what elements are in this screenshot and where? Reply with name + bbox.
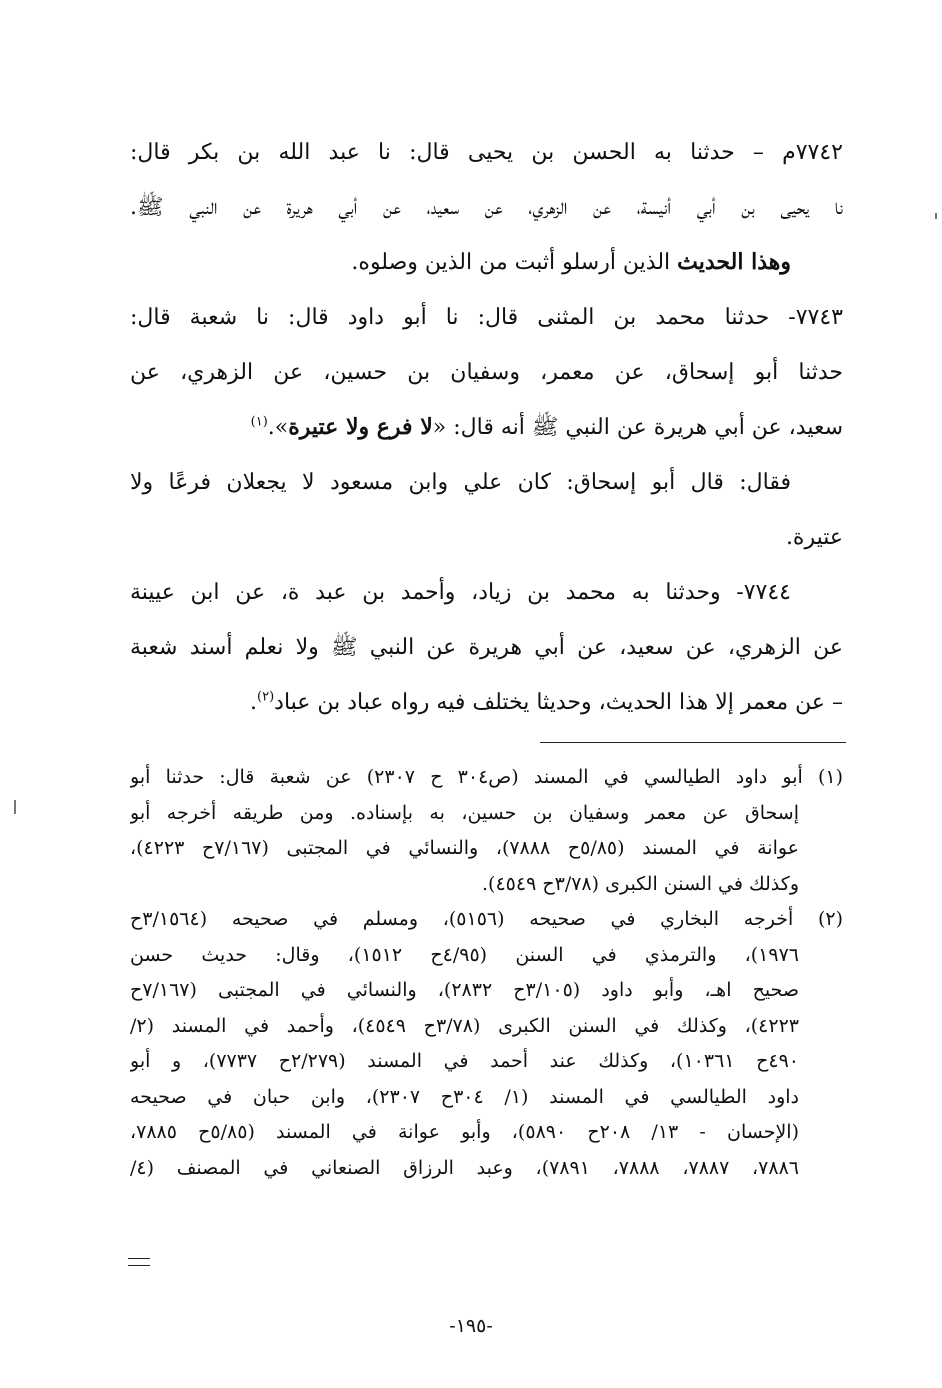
text-line: عن الزهري، عن سعيد، عن أبي هريرة عن النبي ﷺ ولا نعلم أسند شعبة — [130, 635, 843, 660]
sentence-end: . — [250, 690, 257, 715]
text-line: عتيرة. — [785, 525, 843, 550]
text-line: ٧٧٤٣- حدثنا محمد بن المثنى قال: نا أبو داود قال: نا شعبة قال: — [130, 305, 843, 330]
text-segment: – عن معمر إلا هذا الحديث، وحديثا يختلف فيه رواه عباد بن عباد — [274, 690, 843, 715]
scan-speck — [935, 213, 937, 219]
footnote-line: وكذلك في السنن الكبرى (٣/٧٨ح ٤٥٤٩). — [482, 872, 799, 895]
footnote-line: ٤٩٠ح ١٠٣٦١)، وكذلك عند أحمد في المسند (٢/٢٧٩ح ٧٧٣٧)، و أبو — [130, 1050, 799, 1072]
page-number: -١٩٥- — [449, 1315, 493, 1337]
footnote-ref-2[interactable]: (٢) — [257, 689, 275, 705]
text-line: ٧٧٤٤- وحدثنا به محمد بن زياد، وأحمد بن عبد ة، عن ابن عيينة — [130, 580, 791, 605]
scan-speck — [14, 800, 16, 814]
text-line: نا يحيى بن أبي أنيسة، عن الزهري، عن سعيد، عن أبي هريرة عن النبي ﷺ. — [130, 195, 843, 220]
footnote-ref-1[interactable]: (١) — [250, 414, 268, 430]
text-line: فقال: قال أبو إسحاق: كان علي وابن مسعود لا يجعلان فرعًا ولا — [130, 470, 791, 495]
footnote-line: ٧٨٨٦، ٧٨٨٧، ٧٨٨٨، ٧٨٩١)، وعبد الرزاق الصنعاني في المصنف (٤/ — [130, 1156, 799, 1179]
text-line — [130, 675, 843, 730]
footnote-separator — [540, 742, 846, 743]
text-line: ٧٧٤٢م – حدثنا به الحسن بن يحيى قال: نا عبد الله بن بكر قال: — [130, 140, 843, 165]
footnote-line: عوانة في المسند (٥/٨٥ح ٧٨٨٨)، والنسائي في المجتبى (٧/١٦٧ح ٤٢٢٣)، — [130, 837, 799, 859]
hadith-quote: لا فرع ولا عتيرة — [288, 414, 433, 440]
footnotes — [130, 760, 843, 1186]
quote-close: ». — [267, 415, 289, 440]
footnote-line: ٤٢٢٣)، وكذلك في السنن الكبرى (٣/٧٨ح ٤٥٤٩)، وأحمد في المسند (٢/ — [130, 1014, 799, 1037]
footnote-line: (٢) أخرجه البخاري في صحيحه (٥١٥٦)، ومسلم في صحيحه (٣/١٥٦٤ح — [130, 908, 843, 930]
footnote-line: إسحاق عن معمر وسفيان بن حسين، به بإسناده. ومن طريقه أخرجه أبو — [130, 801, 799, 824]
footnote-line: صحيح اهـ، وأبو داود (٣/١٠٥ح ٢٨٣٢)، والنسائي في المجتبى (٧/١٦٧ح — [130, 979, 799, 1001]
text-line: حدثنا أبو إسحاق، عن معمر، وسفيان بن حسين، عن الزهري، عن — [130, 360, 843, 385]
text-line — [130, 235, 843, 290]
text-line — [130, 400, 843, 455]
footnote-line: ١٩٧٦)، والترمذي في السنن (٤/٩٥ح ١٥١٢)، وقال: حديث حسن — [130, 943, 799, 966]
footnote-line: (الإحسان - ١٣/ ٢٠٨ح ٥٨٩٠)، وأبو عوانة في المسند (٥/٨٥ح ٧٨٨٥، — [130, 1121, 799, 1143]
continuation-mark — [128, 1258, 150, 1266]
main-text — [130, 125, 843, 730]
emphasis-phrase: وهذا الحديث — [677, 249, 791, 275]
footnote-line: (١) أبو داود الطيالسي في المسند (ص٣٠٤ ح ٢٣٠٧) عن شعبة قال: حدثنا أبو — [130, 766, 843, 788]
text-segment: الذين أرسلو أثبت من الذين وصلوه. — [351, 250, 671, 275]
footnote-line: داود الطيالسي في المسند (١/ ٣٠٤ح ٢٣٠٧)، وابن حبان في صحيحه — [130, 1085, 799, 1108]
text-segment: سعيد، عن أبي هريرة عن النبي ﷺ أنه قال: « — [432, 415, 843, 440]
